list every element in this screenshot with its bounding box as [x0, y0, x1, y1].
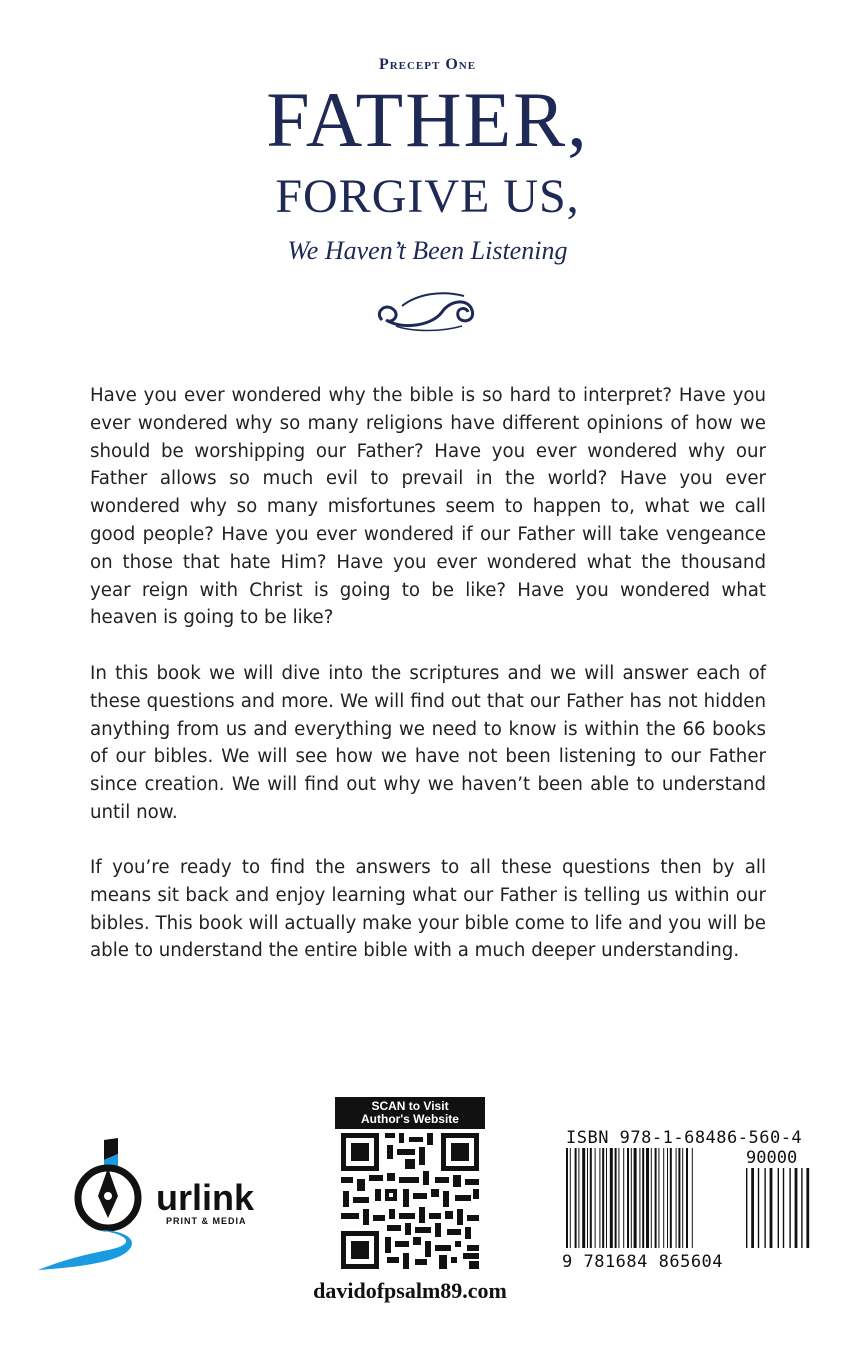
barcode-bar	[618, 1148, 619, 1248]
title-line-1: FATHER,	[266, 76, 589, 163]
flourish-ornament-icon	[372, 282, 482, 332]
barcode-bar	[615, 1148, 617, 1248]
addon-barcode-bar	[758, 1168, 759, 1248]
isbn-barcode-icon	[564, 1148, 814, 1252]
subtitle: We Haven’t Been Listening	[287, 236, 568, 265]
barcode-bar	[631, 1148, 632, 1248]
barcode-bar	[678, 1148, 680, 1248]
barcode-bar	[682, 1148, 683, 1248]
barcode-bar	[610, 1148, 613, 1248]
barcode-bar	[570, 1148, 571, 1248]
qr-banner-line-1: SCAN to Visit	[371, 1099, 449, 1113]
description-paragraph-3: If you’re ready to find the answers to all these questions then by all means sit back and enjoy learning what our Father is telling us within our bibles. This book will actually make your bible come to life and you will be able to understand the entire bible with a much deeper understanding.	[90, 857, 766, 962]
barcode-bar	[575, 1148, 577, 1248]
barcode-bar	[670, 1148, 672, 1248]
addon-barcode-bar	[789, 1168, 790, 1248]
barcode-bar	[676, 1148, 677, 1248]
barcode-bar	[606, 1148, 607, 1248]
barcode-bar	[667, 1148, 668, 1248]
addon-barcode-bar	[801, 1168, 802, 1248]
precept-label: Precept One	[378, 56, 477, 73]
description-paragraph-2: In this book we will dive into the scriptures and we will answer each of these questions and more. We will find out that our Father has not hidden anything from us and everything we need to know is within the 66 books of our bibles. We will see how we have not been listening to our Father since creation. We will find out why we haven’t been able to understand until now.	[90, 663, 766, 823]
barcode-bar	[663, 1148, 664, 1248]
qr-code-icon[interactable]	[335, 1129, 485, 1275]
qr-banner	[335, 1097, 485, 1129]
barcode-bar	[634, 1148, 637, 1248]
publisher-name: urlink	[156, 1177, 255, 1218]
ean-digits: 9 781684 865604	[562, 1252, 724, 1272]
barcode-bar	[639, 1148, 640, 1248]
title-line-2: FORGIVE US,	[275, 170, 580, 223]
barcode-bar	[578, 1148, 579, 1248]
barcode-bar	[582, 1148, 585, 1248]
barcode-bar	[686, 1148, 688, 1248]
barcode-bar	[646, 1148, 649, 1248]
barcode-bar	[627, 1148, 629, 1248]
barcode-bar	[566, 1148, 568, 1248]
addon-barcode-bar	[751, 1168, 754, 1248]
isbn-label: ISBN 978-1-68486-560-4	[566, 1128, 803, 1148]
barcode-bar	[655, 1148, 657, 1248]
barcode-bar	[590, 1148, 592, 1248]
barcode-bar	[658, 1148, 659, 1248]
qr-banner-line-2: Author's Website	[361, 1112, 459, 1126]
addon-barcode-bar	[746, 1168, 747, 1248]
author-website[interactable]: davidofpsalm89.com	[313, 1278, 507, 1303]
price-code: 90000	[746, 1148, 798, 1168]
barcode-bar	[595, 1148, 596, 1248]
barcode-bar	[602, 1148, 604, 1248]
qr-code-block[interactable]	[335, 1097, 485, 1275]
barcode-bar	[599, 1148, 600, 1248]
barcode-bar	[587, 1148, 588, 1248]
barcode-bar	[642, 1148, 644, 1248]
publisher-logo	[38, 1138, 270, 1276]
barcode-bar	[692, 1148, 693, 1248]
addon-barcode-bar	[778, 1168, 779, 1248]
addon-barcode-bar	[783, 1168, 784, 1248]
addon-barcode-bar	[764, 1168, 765, 1248]
barcode-bar	[623, 1148, 624, 1248]
addon-barcode-bar	[770, 1168, 773, 1248]
addon-barcode-bar	[795, 1168, 798, 1248]
barcode-bar	[651, 1148, 652, 1248]
description-paragraph-1: Have you ever wondered why the bible is so hard to interpret? Have you ever wondered why so many religions have different opinions of how we should be worshipping our Father? Have you ever wondered why our Father allows so much evil to prevail in the world? Have you ever wondered why so many misfortunes seem to happen to, what we call good people? Have you ever wondered if our Father will take vengeance on those that hate Him? Have you ever wondered what the thousand year reign with Christ is going to be like? Have you wondered what heaven is going to be like?	[90, 385, 766, 629]
publisher-tagline: PRINT & MEDIA	[166, 1216, 247, 1226]
addon-barcode-bar	[806, 1168, 809, 1248]
